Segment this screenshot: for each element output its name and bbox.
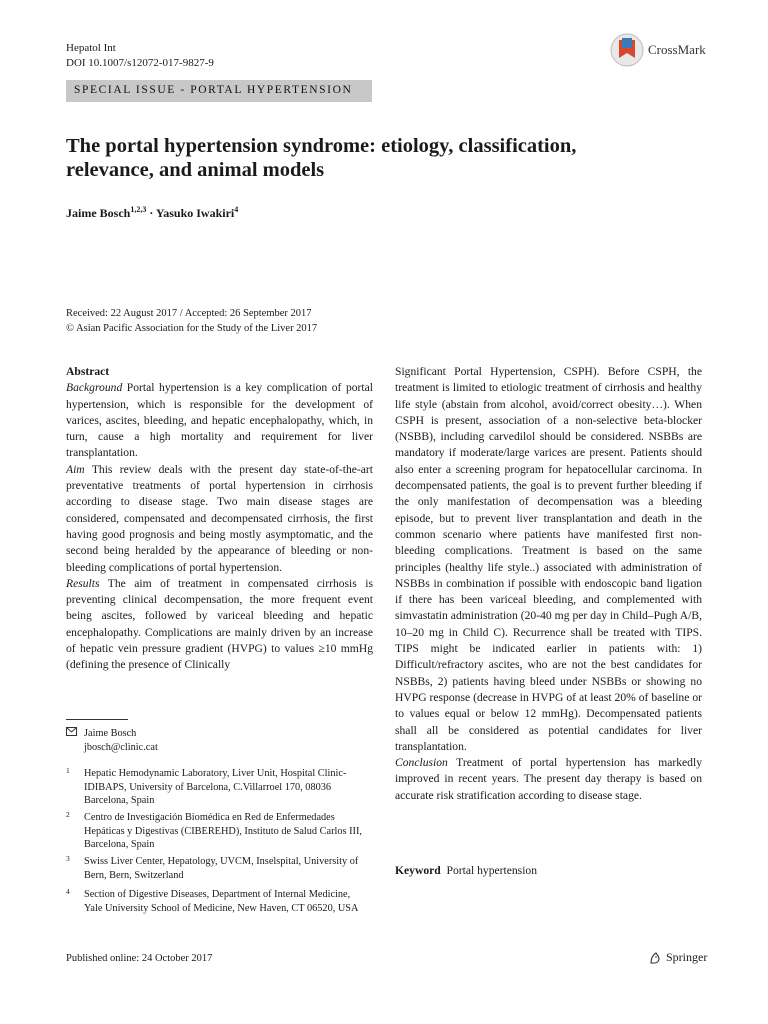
banner-text: SPECIAL ISSUE - PORTAL HYPERTENSION: [74, 84, 353, 96]
affiliation-2: [66, 811, 366, 852]
published-online-date: Published online: 24 October 2017: [66, 953, 213, 964]
affiliation-4: [66, 888, 366, 915]
affiliation-text: Centro de Investigación Biomédica en Red de Enfermedades Hepáticas y Digestivas (CIBEREHD), Instituto de Salud Carlos III, Barcelona, Spain: [84, 812, 362, 850]
keyword-label: Keyword: [395, 864, 441, 877]
publisher-name: Springer: [666, 950, 708, 964]
abstract-right-column: [395, 364, 702, 804]
keyword-value: Portal hypertension: [446, 864, 538, 877]
crossmark-badge[interactable]: [610, 32, 710, 68]
affiliation-text: Swiss Liver Center, Hepatology, UVCM, Inselspital, University of Bern, Bern, Switzerland: [84, 856, 359, 881]
journal-name: Hepatol Int: [66, 42, 116, 54]
background-text: Portal hypertension is a key complication of portal hypertension, which is responsible for the development of varices, ascites, bleeding, and hepatic encephalopathy, which, in turn, cause a high mortality and requirement for liver transplantation.: [66, 381, 373, 460]
correspondence-author: [66, 727, 366, 741]
conclusion-text: Treatment of portal hypertension has markedly improved in recent years. The present day therapy is based on accurate risk stratification according to disease stage.: [395, 756, 702, 802]
author-2-affiliations: 4: [234, 205, 239, 214]
affiliation-number: 4: [66, 887, 70, 896]
special-issue-banner: [66, 80, 372, 102]
correspondence-block: [66, 727, 366, 754]
doi-link[interactable]: DOI 10.1007/s12072-017-9827-9: [66, 57, 214, 69]
author-2-name[interactable]: Yasuko Iwakiri: [155, 206, 235, 220]
article-title: [66, 134, 626, 182]
author-1-name[interactable]: Jaime Bosch: [66, 206, 131, 220]
title-line-1: The portal hypertension syndrome: etiology, classification,: [66, 135, 577, 157]
article-dates: [66, 306, 317, 336]
affiliation-number: 2: [66, 810, 70, 819]
results-label: Results: [66, 576, 100, 590]
crossmark-label: CrossMark: [648, 42, 706, 57]
aim-label: Aim: [66, 462, 85, 476]
correspondence-email[interactable]: jbosch@clinic.cat: [84, 741, 158, 753]
author-list: [66, 205, 238, 221]
abstract-background: [66, 380, 373, 461]
abstract-heading: Abstract: [66, 365, 110, 378]
author-separator: ·: [146, 206, 156, 220]
affiliation-number: 1: [66, 766, 70, 775]
conclusion-label: Conclusion: [395, 756, 448, 770]
aim-text: This review deals with the present day state-of-the-art preventative treatments of portal hypertension in cirrhosis according to disease stage. Two main disease stages are considered, compensated and decompensated cirrhosis, the first having good prognosis and being mostly asymptomatic, and the second being heralded by the appearance of bleeding or non-bleeding complications of portal hypertension.: [66, 462, 373, 574]
affiliation-text: Hepatic Hemodynamic Laboratory, Liver Unit, Hospital Clinic-IDIBAPS, University of Barcelona, C.Villarroel 170, 08036 Barcelona, Spain: [84, 768, 347, 806]
envelope-icon: [66, 727, 84, 741]
correspondence-name: Jaime Bosch: [84, 728, 137, 739]
abstract-left-column: [66, 364, 373, 674]
springer-horse-icon: [648, 951, 662, 965]
copyright-line: © Asian Pacific Association for the Study of the Liver 2017: [66, 323, 318, 334]
abstract-conclusion: [395, 755, 702, 804]
abstract-results: [66, 576, 373, 674]
results-continuation: Significant Portal Hypertension, CSPH). Before CSPH, the treatment is limited to etiologic treatment of cirrhosis and healthy life style (abstain from alcohol, avoid/correct obesity…). When CSPH is present, association of a non-selective beta-blocker (NSBB), including carvedilol should be considered. NSBBs are mandatory if moderate/large varices are present. Patients should also enter a screening program for hepatocellular carcinoma. In decompensated patients, the goal is to prevent further bleeding if the only manifestation of decompensation was a bleeding episode, but to prevent liver transplantation and death in the common scenario where patients have manifested first non-bleeding complications. Treatment is based on the same principles (healthy life style..) associated with administration of NSBBs in combination if possible with endoscopic band ligation if there has been variceal bleeding, and complemented with simvastatin administration (20-40 mg per day in Child–Pugh A/B, 10–20 mg in Child C). Recurrence shall be treated with TIPS. TIPS might be indicated earlier in patients with: 1) Difficult/refractory ascites, who are not the best candidates for NSBBs, 2) patients having bleed under NSBBs or showing no HVPG response (decrease in HVPG of at least 20% of baseline or to values equal or below 12 mmHg). Decompensated patients shall all be considered as potential candidates for liver transplantation.: [395, 365, 702, 753]
received-accepted: Received: 22 August 2017 / Accepted: 26 September 2017: [66, 308, 312, 319]
affiliation-number: 3: [66, 854, 70, 863]
affiliation-text: Section of Digestive Diseases, Department of Internal Medicine, Yale University School of Medicine, New Haven, CT 06520, USA: [84, 889, 359, 914]
affiliation-1: [66, 767, 366, 808]
affiliation-3: [66, 855, 366, 882]
springer-logo: [648, 950, 707, 965]
crossmark-icon: [610, 32, 644, 68]
abstract-aim: [66, 462, 373, 576]
title-line-2: relevance, and animal models: [66, 159, 325, 181]
background-label: Background: [66, 381, 123, 395]
keywords: [395, 864, 537, 877]
footnote-divider: [66, 719, 128, 720]
author-1-affiliations: 1,2,3: [130, 205, 147, 214]
results-text: The aim of treatment in compensated cirrhosis is preventing clinical decompensation, the more frequent event being ascites, followed by variceal bleeding and hepatic encephalopathy. Complications are mainly driven by an increase of hepatic vein pressure gradient (HVPG) to values ≥10 mmHg (defining the presence of Clinically: [66, 576, 373, 672]
